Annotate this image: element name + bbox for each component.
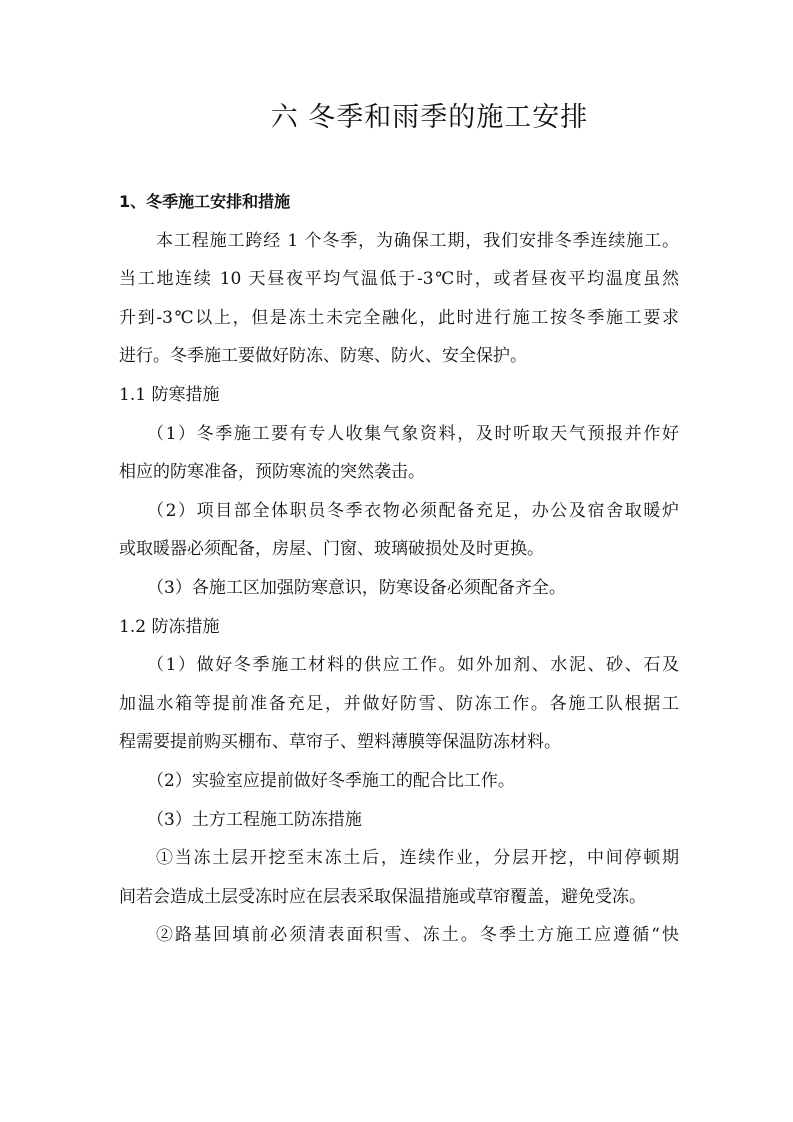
- paragraph-line: 程需要提前购买棚布、草帘子、塑料薄膜等保温防冻材料。: [119, 732, 561, 753]
- paragraph-line: 本工程施工跨经 1 个冬季，为确保工期，我们安排冬季连续施工。: [156, 230, 679, 251]
- paragraph-line: 当工地连续 10 天昼夜平均气温低于-3℃时，或者昼夜平均温度虽然: [119, 269, 679, 290]
- paragraph-line: ②路基回填前必须清表面积雪、冻土。冬季土方施工应遵循“快: [156, 925, 679, 946]
- subsection-heading: 1.2 防冻措施: [119, 616, 220, 637]
- subsection-heading: 1.1 防寒措施: [119, 384, 220, 405]
- paragraph-line: 进行。冬季施工要做好防冻、防寒、防火、安全保护。: [119, 346, 527, 367]
- section-heading: 1、冬季施工安排和措施: [119, 192, 291, 211]
- paragraph-line: （1）冬季施工要有专人收集气象资料，及时听取天气预报并作好: [147, 423, 679, 444]
- paragraph-line: ①当冻土层开挖至末冻土后，连续作业，分层开挖，中间停顿期: [156, 848, 679, 869]
- paragraph-line: 加温水箱等提前准备充足，并做好防雪、防冻工作。各施工队根据工: [119, 693, 679, 714]
- document-body: [119, 183, 679, 955]
- page-title: 六 冬季和雨季的施工安排: [270, 102, 589, 133]
- paragraph-line: 或取暖器必须配备，房屋、门窗、玻璃破损处及时更换。: [119, 539, 544, 560]
- paragraph-line: （1）做好冬季施工材料的供应工作。如外加剂、水泥、砂、石及: [147, 655, 679, 676]
- paragraph-line: 升到-3℃以上，但是冻土未完全融化，此时进行施工按冬季施工要求: [119, 307, 679, 328]
- paragraph-line: （2）项目部全体职员冬季衣物必须配备充足，办公及宿舍取暖炉: [147, 500, 679, 521]
- paragraph-line: 相应的防寒准备，预防寒流的突然袭击。: [119, 462, 425, 483]
- paragraph-line: （2）实验室应提前做好冬季施工的配合比工作。: [147, 770, 515, 791]
- paragraph-line: （3）各施工区加强防寒意识，防寒设备必须配备齐全。: [147, 577, 566, 598]
- paragraph-line: （3）土方工程施工防冻措施: [147, 809, 362, 830]
- paragraph-line: 间若会造成土层受冻时应在层表采取保温措施或草帘覆盖，避免受冻。: [119, 886, 646, 907]
